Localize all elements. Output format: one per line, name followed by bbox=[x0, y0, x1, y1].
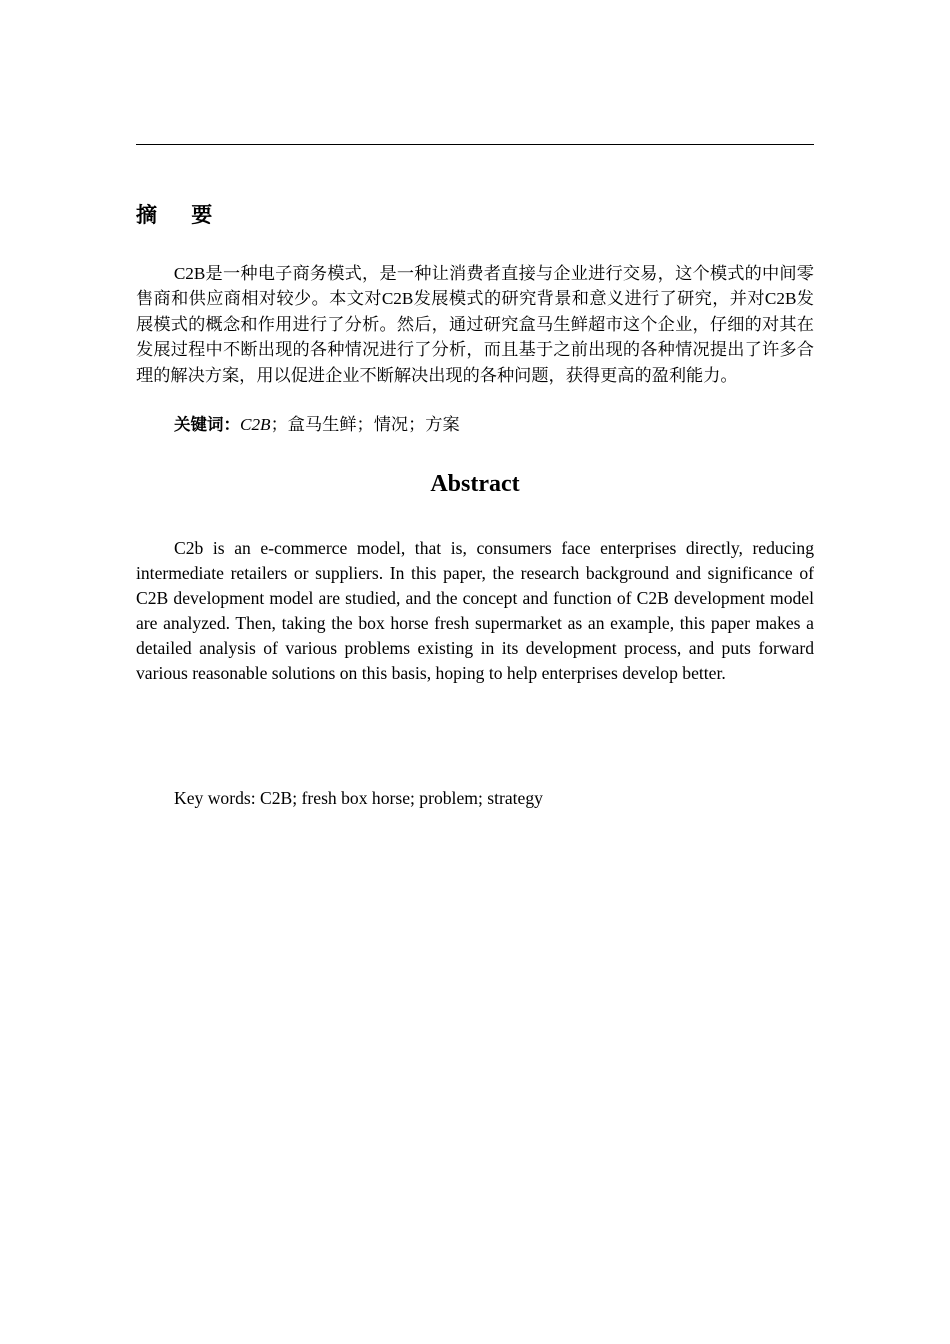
chinese-keywords-list: ；盒马生鲜；情况；方案 bbox=[270, 415, 460, 434]
chinese-keywords bbox=[174, 412, 460, 437]
chinese-keywords-label: 关键词： bbox=[174, 415, 240, 434]
chinese-abstract-heading: 摘 要 bbox=[136, 203, 214, 227]
chinese-abstract-body: C2B是一种电子商务模式，是一种让消费者直接与企业进行交易，这个模式的中间零售商和供应商相对较少。本文对C2B发展模式的研究背景和意义进行了研究，并对C2B发展模式的概念和作用进行了分析。然后，通过研究盒马生鲜超市这个企业，仔细的对其在发展过程中不断出现的各种情况进行了分析，而且基于之前出现的各种情况提出了许多合理的解决方案，用以促进企业不断解决出现的各种问题，获得更高的盈利能力。 bbox=[136, 264, 814, 385]
english-keywords: Key words: C2B; fresh box horse; problem; strategy bbox=[174, 788, 543, 808]
english-abstract-body: C2b is an e-commerce model, that is, consumers face enterprises directly, reducing intermediate retailers or suppliers. In this paper, the research background and significance of C2B development model are studied, and the concept and function of C2B development model are analyzed. Then, taking the box horse fresh supermarket as an example, this paper makes a detailed analysis of various problems existing in its development process, and puts forward various reasonable solutions on this basis, hoping to help enterprises develop better. bbox=[136, 538, 814, 683]
header-rule bbox=[136, 144, 814, 145]
chinese-keyword-c2b: C2B bbox=[240, 415, 271, 434]
english-abstract-heading: Abstract bbox=[430, 471, 520, 497]
